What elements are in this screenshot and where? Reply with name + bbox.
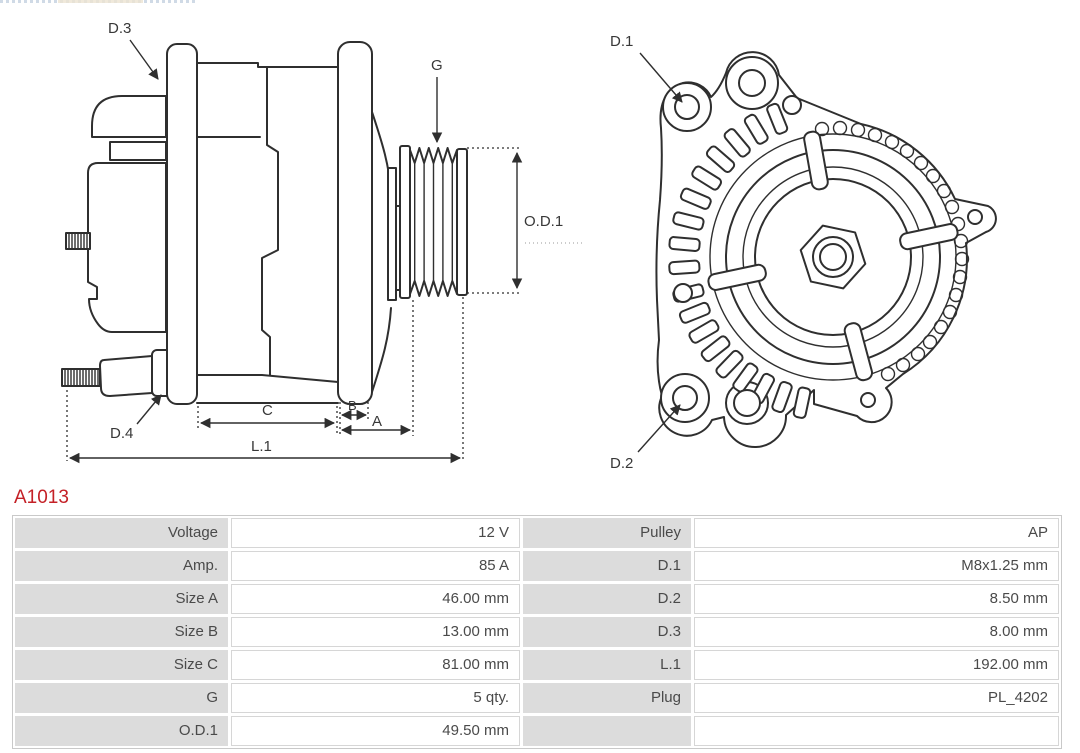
terminal-stud-lower bbox=[62, 350, 176, 396]
spec-value: 8.00 mm bbox=[694, 617, 1059, 647]
spec-label bbox=[523, 716, 691, 746]
spec-value: 5 qty. bbox=[231, 683, 520, 713]
spec-value: M8x1.25 mm bbox=[694, 551, 1059, 581]
spec-value: 49.50 mm bbox=[231, 716, 520, 746]
spec-value: 46.00 mm bbox=[231, 584, 520, 614]
pulley bbox=[400, 146, 467, 298]
label-d3: D.3 bbox=[108, 20, 132, 37]
spec-table bbox=[12, 515, 1062, 749]
spec-value: AP bbox=[694, 518, 1059, 548]
spec-label: Size A bbox=[15, 584, 228, 614]
spec-value: PL_4202 bbox=[694, 683, 1059, 713]
spec-label: Voltage bbox=[15, 518, 228, 548]
spec-label: D.2 bbox=[523, 584, 691, 614]
label-d1: D.1 bbox=[610, 33, 634, 50]
spec-value: 192.00 mm bbox=[694, 650, 1059, 680]
spec-value: 8.50 mm bbox=[694, 584, 1059, 614]
label-b: B bbox=[348, 398, 357, 413]
mounting-ear-rear bbox=[338, 42, 372, 404]
spec-value: 13.00 mm bbox=[231, 617, 520, 647]
spec-label: L.1 bbox=[523, 650, 691, 680]
terminal-stud-upper bbox=[66, 233, 90, 249]
front-view-drawing bbox=[610, 33, 996, 472]
spec-value: 85 A bbox=[231, 551, 520, 581]
part-number: A1013 bbox=[14, 487, 69, 508]
spec-value: 81.00 mm bbox=[231, 650, 520, 680]
label-od1: O.D.1 bbox=[524, 213, 564, 230]
label-a: A bbox=[372, 413, 383, 430]
spec-value bbox=[694, 716, 1059, 746]
spec-label: Pulley bbox=[523, 518, 691, 548]
spec-label: Size C bbox=[15, 650, 228, 680]
spec-label: D.1 bbox=[523, 551, 691, 581]
label-l1: L.1 bbox=[251, 438, 272, 455]
label-d2: D.2 bbox=[610, 455, 634, 472]
label-g: G bbox=[431, 57, 443, 74]
spec-label: Plug bbox=[523, 683, 691, 713]
label-d4: D.4 bbox=[110, 425, 134, 442]
label-c: C bbox=[262, 402, 273, 419]
spec-value: 12 V bbox=[231, 518, 520, 548]
hole-d2 bbox=[673, 386, 697, 410]
spec-label: Amp. bbox=[15, 551, 228, 581]
spec-label: O.D.1 bbox=[15, 716, 228, 746]
spec-label: G bbox=[15, 683, 228, 713]
spec-label: Size B bbox=[15, 617, 228, 647]
mounting-ear-front bbox=[167, 44, 197, 404]
spec-label: D.3 bbox=[523, 617, 691, 647]
side-view-drawing bbox=[62, 20, 583, 461]
